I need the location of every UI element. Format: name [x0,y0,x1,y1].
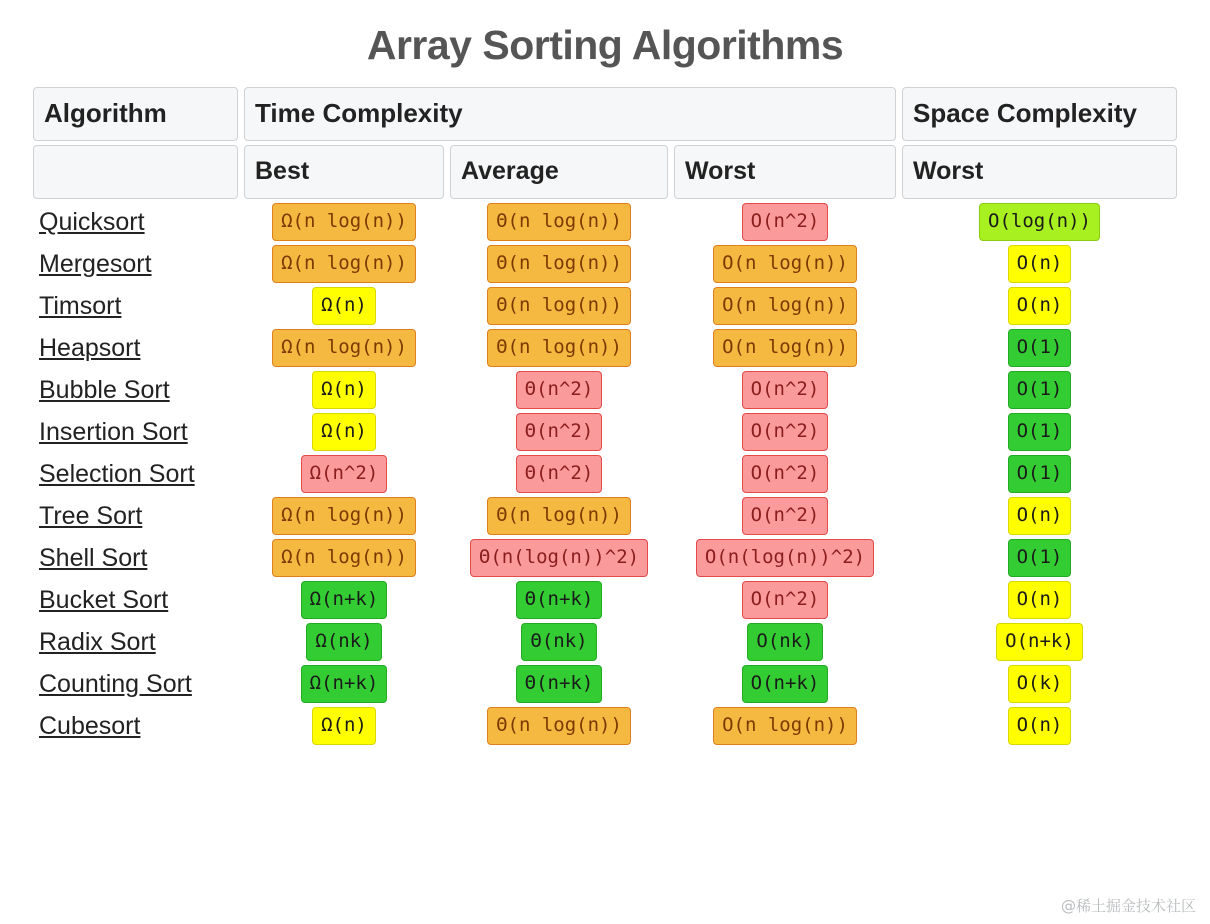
table-subheader-row [33,145,1177,199]
complexity-chip: O(nk) [747,623,822,661]
algorithm-name[interactable]: Radix Sort [39,627,156,656]
complexity-chip: O(1) [1008,539,1072,577]
table-row [33,245,1177,283]
complexity-chip: Ω(n log(n)) [272,539,416,577]
complexity-cell-average [450,203,668,241]
complexity-cell-average [450,707,668,745]
subheader-worst: Worst [674,145,896,199]
complexity-chip: O(n^2) [742,581,829,619]
complexity-chip: Θ(n+k) [516,581,603,619]
complexity-chip: O(n log(n)) [713,245,857,283]
complexity-cell-space [902,329,1177,367]
complexity-chip: Θ(n log(n)) [487,203,631,241]
complexity-chip: Θ(n+k) [516,665,603,703]
header-algorithm: Algorithm [33,87,238,141]
complexity-cell-space [902,623,1177,661]
complexity-cell-worst [674,581,896,619]
complexity-cell-best [244,371,444,409]
subheader-blank [33,145,238,199]
complexity-chip: O(n log(n)) [713,707,857,745]
complexity-chip: O(n) [1008,581,1072,619]
complexity-chip: Ω(n) [312,413,376,451]
algorithm-name[interactable]: Shell Sort [39,543,148,572]
algorithm-name[interactable]: Quicksort [39,207,145,236]
complexity-chip: O(n) [1008,707,1072,745]
complexity-cell-average [450,329,668,367]
complexity-cell-average [450,539,668,577]
complexity-chip: O(n^2) [742,371,829,409]
complexity-cell-best [244,329,444,367]
table-row [33,329,1177,367]
complexity-chip: Θ(n log(n)) [487,287,631,325]
subheader-space-worst: Worst [902,145,1177,199]
complexity-cell-worst [674,665,896,703]
complexity-chip: O(n log(n)) [713,287,857,325]
algorithm-name[interactable]: Insertion Sort [39,417,188,446]
complexity-cell-worst [674,413,896,451]
complexity-cell-average [450,413,668,451]
complexity-cell-space [902,497,1177,535]
complexity-cell-best [244,623,444,661]
complexity-cell-worst [674,287,896,325]
complexity-cell-average [450,455,668,493]
complexity-cell-worst [674,707,896,745]
complexity-chip: Θ(n^2) [516,371,603,409]
complexity-chip: Θ(n(log(n))^2) [470,539,648,577]
complexity-cell-space [902,413,1177,451]
complexity-cell-space [902,371,1177,409]
complexity-chip: Ω(nk) [306,623,381,661]
algorithm-name[interactable]: Heapsort [39,333,141,362]
complexity-cell-best [244,245,444,283]
complexity-cell-average [450,497,668,535]
complexity-cell-space [902,707,1177,745]
algorithm-name[interactable]: Bubble Sort [39,375,170,404]
complexity-cell-average [450,371,668,409]
complexity-cell-average [450,581,668,619]
subheader-average: Average [450,145,668,199]
table-row [33,539,1177,577]
complexity-chip: Ω(n) [312,371,376,409]
subheader-best: Best [244,145,444,199]
complexity-chip: Ω(n log(n)) [272,245,416,283]
complexity-cell-space [902,203,1177,241]
complexity-cell-average [450,245,668,283]
table-row [33,455,1177,493]
complexity-chip: Θ(n^2) [516,455,603,493]
table-row [33,497,1177,535]
complexity-chip: O(n^2) [742,203,829,241]
algorithm-name[interactable]: Mergesort [39,249,152,278]
complexity-chip: O(1) [1008,329,1072,367]
complexity-chip: Ω(n) [312,287,376,325]
complexity-chip: O(n) [1008,497,1072,535]
algorithm-name[interactable]: Counting Sort [39,669,192,698]
table-row [33,665,1177,703]
complexity-chip: O(1) [1008,455,1072,493]
complexity-chip: Θ(n^2) [516,413,603,451]
watermark: @稀土掘金技术社区 [1060,897,1196,915]
complexity-cell-best [244,455,444,493]
complexity-chip: Ω(n+k) [301,581,388,619]
complexity-cell-average [450,287,668,325]
table-row [33,371,1177,409]
complexity-chip: O(n^2) [742,413,829,451]
complexity-chip: O(n^2) [742,455,829,493]
complexity-chip: Ω(n log(n)) [272,497,416,535]
table-header-row [33,87,1177,141]
header-space-complexity: Space Complexity [902,87,1177,141]
sorting-complexity-table [27,83,1183,749]
complexity-chip: O(n+k) [742,665,829,703]
complexity-cell-average [450,665,668,703]
complexity-cell-worst [674,203,896,241]
complexity-cell-best [244,497,444,535]
complexity-chip: O(n) [1008,245,1072,283]
complexity-cell-worst [674,539,896,577]
complexity-cell-worst [674,623,896,661]
complexity-chip: O(n(log(n))^2) [696,539,874,577]
complexity-cell-worst [674,329,896,367]
table-row [33,581,1177,619]
table-row [33,413,1177,451]
complexity-chip: O(n^2) [742,497,829,535]
table-row [33,623,1177,661]
complexity-cell-worst [674,245,896,283]
complexity-chip: O(n log(n)) [713,329,857,367]
complexity-cell-worst [674,371,896,409]
table-row [33,203,1177,241]
complexity-cell-worst [674,497,896,535]
complexity-cell-best [244,413,444,451]
complexity-chip: O(1) [1008,371,1072,409]
complexity-cell-space [902,455,1177,493]
algorithm-name[interactable]: Timsort [39,291,122,320]
header-time-complexity: Time Complexity [244,87,896,141]
table-row [33,707,1177,745]
table-row [33,287,1177,325]
complexity-chip: O(k) [1008,665,1072,703]
algorithm-name[interactable]: Bucket Sort [39,585,169,614]
complexity-cell-best [244,539,444,577]
algorithm-name[interactable]: Tree Sort [39,501,143,530]
complexity-chip: Ω(n+k) [301,665,388,703]
complexity-cell-best [244,203,444,241]
complexity-cell-average [450,623,668,661]
complexity-cell-space [902,581,1177,619]
complexity-chip: O(n) [1008,287,1072,325]
complexity-cell-space [902,539,1177,577]
complexity-chip: Θ(n log(n)) [487,497,631,535]
complexity-chip: Ω(n) [312,707,376,745]
complexity-chip: Ω(n^2) [301,455,388,493]
complexity-chip: O(n+k) [996,623,1083,661]
page-title: Array Sorting Algorithms [366,22,844,68]
complexity-cell-space [902,665,1177,703]
complexity-cell-space [902,245,1177,283]
algorithm-name[interactable]: Cubesort [39,711,141,740]
complexity-chip: Θ(n log(n)) [487,707,631,745]
complexity-chip: O(1) [1008,413,1072,451]
complexity-chip: Θ(nk) [521,623,596,661]
complexity-chip: Ω(n log(n)) [272,329,416,367]
complexity-chip: Θ(n log(n)) [487,329,631,367]
complexity-cell-best [244,665,444,703]
complexity-cell-best [244,287,444,325]
algorithm-name[interactable]: Selection Sort [39,459,195,488]
complexity-cell-best [244,707,444,745]
complexity-chip: Ω(n log(n)) [272,203,416,241]
complexity-chip: Θ(n log(n)) [487,245,631,283]
complexity-chip: O(log(n)) [979,203,1100,241]
complexity-cell-best [244,581,444,619]
complexity-cell-space [902,287,1177,325]
complexity-cell-worst [674,455,896,493]
